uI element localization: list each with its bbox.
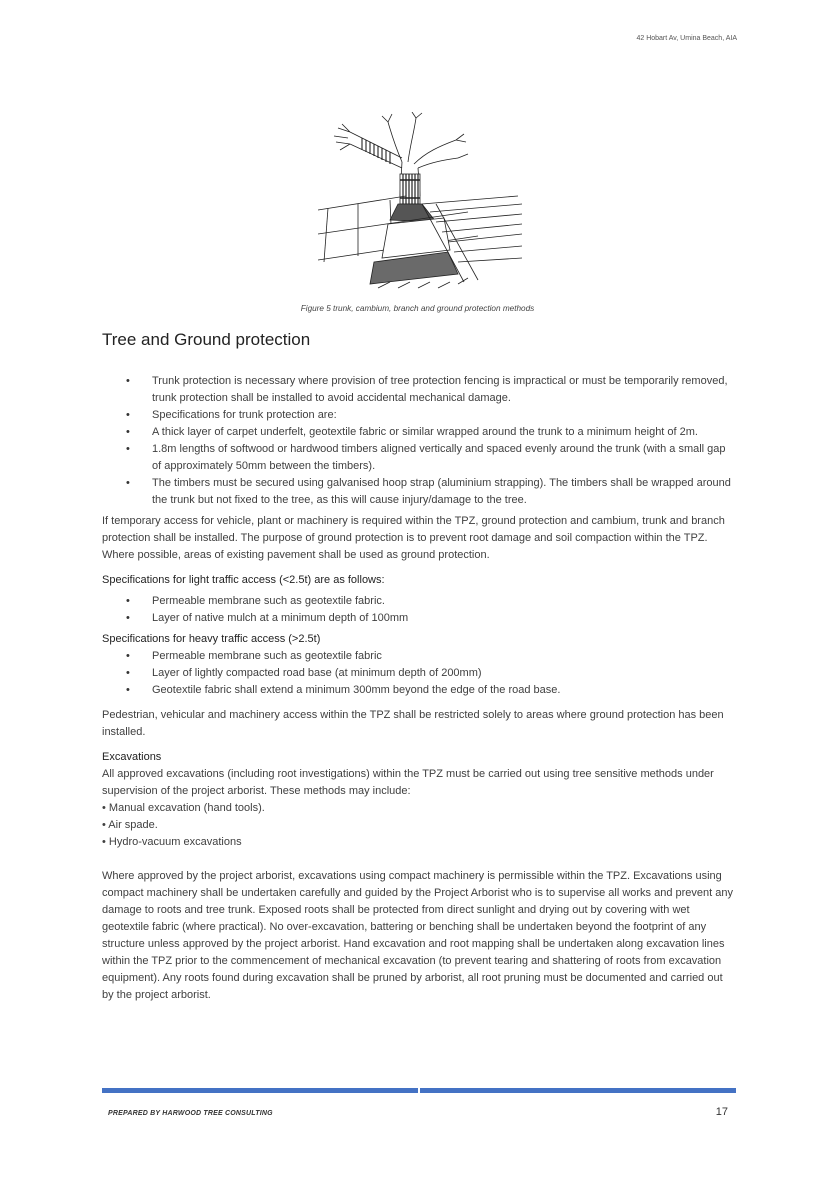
list-item: • Trunk protection is necessary where provision of tree protection fencing is impractical or must be temporarily removed, trunk protection shall be installed to avoid accidental mechanical damage. bbox=[102, 373, 736, 407]
list-item: • Layer of native mulch at a minimum depth of 100mm bbox=[102, 610, 736, 627]
page-number: 17 bbox=[715, 1106, 728, 1118]
light-traffic-list bbox=[102, 593, 736, 627]
section-title: Tree and Ground protection bbox=[102, 330, 311, 349]
trunk-protection-list bbox=[102, 373, 736, 509]
pedestrian-paragraph: Pedestrian, vehicular and machinery access within the TPZ shall be restricted solely to areas where ground protection has been installed. bbox=[102, 709, 724, 738]
list-item: • Hydro-vacuum excavations bbox=[102, 836, 242, 848]
footer-prepared-by: PREPARED BY HARWOOD TREE CONSULTING bbox=[108, 1110, 273, 1117]
main-content bbox=[102, 373, 736, 1004]
tree-trunk-protection-illustration bbox=[318, 112, 523, 292]
list-item: • The timbers must be secured using galvanised hoop strap (aluminium strapping). The timbers shall be wrapped around the trunk but not fixed to the tree, as this will cause injury/damage to the tree. bbox=[102, 475, 736, 509]
footer-divider bbox=[102, 1088, 736, 1093]
list-item: • Layer of lightly compacted road base (at minimum depth of 200mm) bbox=[102, 665, 736, 682]
list-item: • Air spade. bbox=[102, 819, 158, 831]
list-item: • Manual excavation (hand tools). bbox=[102, 802, 265, 814]
excavations-paragraph: Where approved by the project arborist, excavations using compact machinery is permissible within the TPZ. Excavations using compact machinery shall be undertaken carefully and guided by the Project Arborist who is to supervise all works and prevent any damage to roots and tree trunk. Exposed roots shall be protected from direct sunlight and drying out by covering with wet geotextile fabric (where practical). No over-excavation, battering or benching shall be undertaken beyond the footprint of any structure unless approved by the project arborist. Hand excavation and root mapping shall be undertaken along excavation lines within the TPZ prior to the commencement of mechanical excavation (to prevent tearing and shattering of roots from excavation equipment). Any roots found during excavation shall be pruned by arborist, all root pruning must be documented and carried out by the project arborist. bbox=[102, 870, 734, 1001]
excavations-intro: All approved excavations (including root investigations) within the TPZ must be carried out using tree sensitive methods under supervision of the project arborist. These methods may include: bbox=[102, 768, 714, 797]
list-item: • Permeable membrane such as geotextile fabric. bbox=[102, 593, 736, 610]
header-address: 42 Hobart Av, Umina Beach, AIA bbox=[636, 35, 737, 42]
excavation-methods-list bbox=[102, 800, 736, 851]
access-paragraph: If temporary access for vehicle, plant or machinery is required within the TPZ, ground protection and cambium, trunk and branch protection shall be installed. The purpose of ground protection is to prevent root damage and soil compaction within the TPZ. Where possible, areas of existing pavement shall be used as ground protection. bbox=[102, 515, 725, 561]
excavations-heading: Excavations bbox=[102, 751, 162, 763]
figure-caption: Figure 5 trunk, cambium, branch and ground protection methods bbox=[300, 304, 535, 313]
list-item: • 1.8m lengths of softwood or hardwood timbers aligned vertically and spaced evenly around the trunk (with a small gap of approximately 50mm between the timbers). bbox=[102, 441, 736, 475]
heavy-traffic-heading: Specifications for heavy traffic access (>2.5t) bbox=[102, 633, 321, 645]
light-traffic-heading: Specifications for light traffic access (<2.5t) are as follows: bbox=[102, 574, 385, 586]
list-item: • Specifications for trunk protection are: bbox=[102, 407, 736, 424]
list-item: • Permeable membrane such as geotextile fabric bbox=[102, 648, 736, 665]
list-item: • A thick layer of carpet underfelt, geotextile fabric or similar wrapped around the trunk to a minimum height of 2m. bbox=[102, 424, 736, 441]
list-item: • Geotextile fabric shall extend a minimum 300mm beyond the edge of the road base. bbox=[102, 682, 736, 699]
heavy-traffic-list bbox=[102, 648, 736, 699]
